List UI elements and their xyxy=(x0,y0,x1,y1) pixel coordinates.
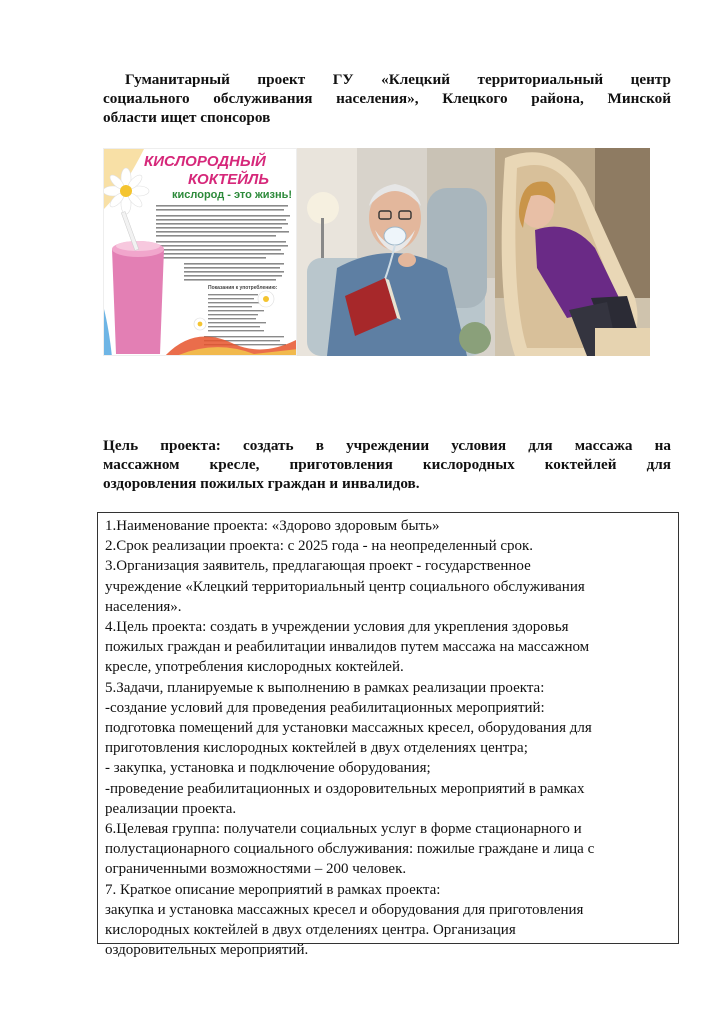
page-title xyxy=(103,70,671,127)
detail-line: кресле, употребления кислородных коктейлей. xyxy=(105,659,404,676)
project-goal-heading xyxy=(103,436,671,493)
detail-line: 6.Целевая группа: получатели социальных услуг в форме стационарного и xyxy=(105,821,582,838)
detail-line: оздоровительных мероприятий. xyxy=(105,942,309,959)
goal-line-2: массажном кресле, приготовления кислородных коктейлей для xyxy=(103,456,671,473)
detail-line: реализации проекта. xyxy=(105,800,237,817)
massage-chair-photo xyxy=(495,148,650,356)
massage-chair-graphic xyxy=(495,148,650,356)
detail-line: 5.Задачи, планируемые к выполнению в рамках реализации проекта: xyxy=(105,679,545,696)
photo-collage xyxy=(103,148,650,356)
detail-line: закупка и установка массажных кресел и оборудования для приготовления xyxy=(105,901,584,918)
poster-slogan: кислород - это жизнь! xyxy=(172,189,293,201)
detail-line: 3.Организация заявитель, предлагающая проект - государственное xyxy=(105,558,531,575)
poster-section-title: Показания к употреблению: xyxy=(208,285,278,291)
oxygen-cocktail-poster xyxy=(103,148,297,356)
elderly-man-photo xyxy=(297,148,495,356)
detail-line: пожилых граждан и реабилитации инвалидов путем массажа на массажном xyxy=(105,639,590,656)
poster-title-line1: КИСЛОРОДНЫЙ xyxy=(144,153,266,170)
detail-line: -проведение реабилитационных и оздоровительных мероприятий в рамках xyxy=(105,780,585,797)
detail-line: 4.Цель проекта: создать в учреждении условия для укрепления здоровья xyxy=(105,619,569,636)
detail-line: - закупка, установка и подключение оборудования; xyxy=(105,760,431,777)
detail-line: -создание условий для проведения реабилитационных мероприятий: xyxy=(105,699,545,716)
detail-line: приготовления кислородных коктейлей в двух отделениях центра; xyxy=(105,740,528,757)
detail-line: учреждение «Клецкий территориальный центр социального обслуживания xyxy=(105,578,585,595)
poster-title-line2: КОКТЕЙЛЬ xyxy=(188,171,269,188)
detail-line: полустационарного социального обслуживания: пожилые граждане и лица с xyxy=(105,841,595,858)
detail-line: 7. Краткое описание мероприятий в рамках проекта: xyxy=(105,881,441,898)
poster-graphic xyxy=(104,149,297,356)
elderly-man-graphic xyxy=(297,148,495,356)
title-line-3: области ищет спонсоров xyxy=(103,109,271,126)
detail-line: 1.Наименование проекта: «Здорово здоровым быть» xyxy=(105,518,440,534)
detail-line: населения». xyxy=(105,598,182,615)
detail-line: кислородных коктейлей в двух отделениях центра. Организация xyxy=(105,922,516,939)
detail-line: подготовка помещений для установки массажных кресел, оборудования для xyxy=(105,720,592,737)
title-line-2: социального обслуживания населения», Клецкого района, Минской xyxy=(103,90,671,107)
detail-line: ограниченными возможностями – 200 человек. xyxy=(105,861,407,878)
goal-line-3: оздоровления пожилых граждан и инвалидов. xyxy=(103,475,420,492)
detail-line: 2.Срок реализации проекта: с 2025 года - на неопределенный срок. xyxy=(105,538,534,555)
title-line-1: Гуманитарный проект ГУ «Клецкий территориальный центр xyxy=(125,71,671,88)
goal-line-1: Цель проекта: создать в учреждении условия для массажа на xyxy=(103,437,671,454)
project-details-box xyxy=(97,512,679,959)
